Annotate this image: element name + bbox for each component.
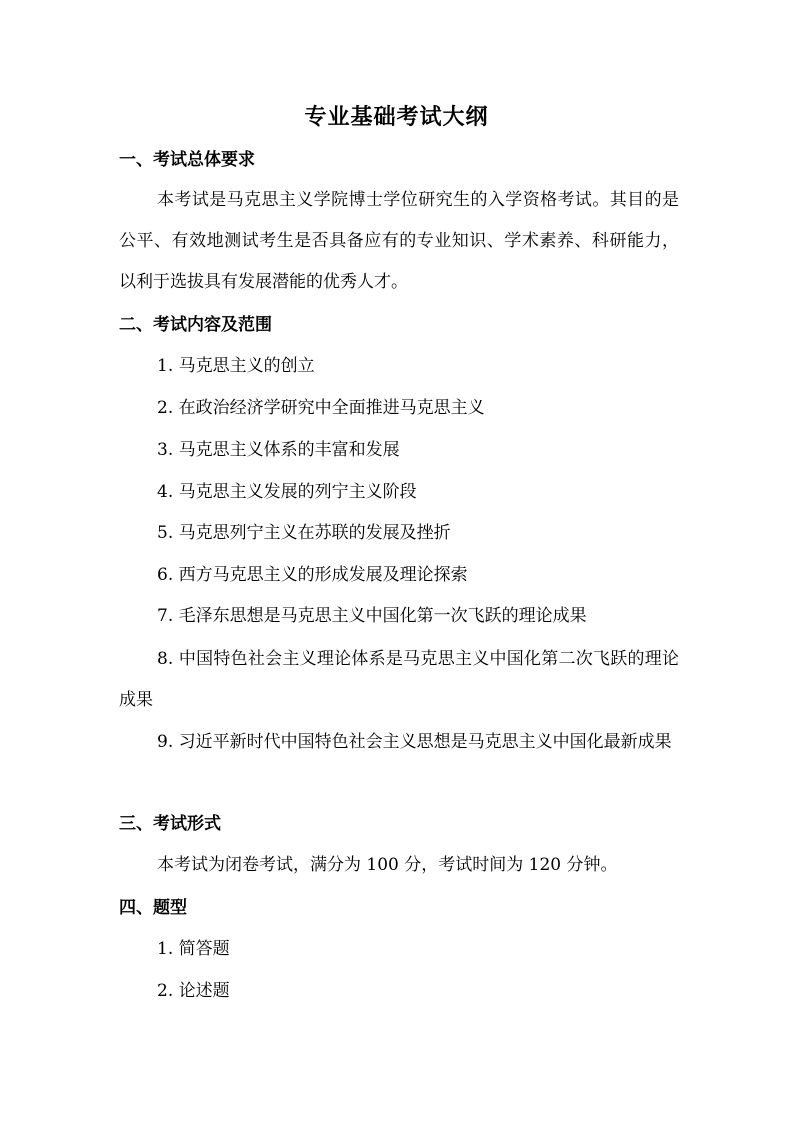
section-heading-format: 三、考试形式: [119, 814, 221, 834]
section-paragraph-format: 本考试为闭卷考试，满分为 100 分，考试时间为 120 分钟。: [157, 855, 618, 875]
document-title: 专业基础考试大纲: [304, 105, 489, 130]
section-paragraph-requirements: 本考试是马克思主义学院博士学位研究生的入学资格考试。其目的是公平、有效地测试考生是否具备应有的专业知识、学术素养、科研能力，以利于选拔具有发展潜能的优秀人才。: [119, 190, 679, 292]
list-item: 9. 习近平新时代中国特色社会主义思想是马克思主义中国化最新成果: [157, 732, 672, 752]
list-item: 2. 在政治经济学研究中全面推进马克思主义: [157, 398, 485, 418]
list-item: 6. 西方马克思主义的形成发展及理论探索: [157, 565, 468, 585]
section-heading-question-types: 四、题型: [119, 898, 187, 918]
list-item: 7. 毛泽东思想是马克思主义中国化第一次飞跃的理论成果: [157, 606, 587, 626]
list-item: 4. 马克思主义发展的列宁主义阶段: [157, 482, 417, 502]
list-item: 3. 马克思主义体系的丰富和发展: [157, 440, 400, 460]
list-item: 5. 马克思列宁主义在苏联的发展及挫折: [157, 523, 451, 543]
list-item: 8. 中国特色社会主义理论体系是马克思主义中国化第二次飞跃的理论成果: [119, 649, 679, 710]
list-item: 2. 论述题: [157, 981, 230, 1001]
section-heading-content: 二、考试内容及范围: [119, 315, 272, 335]
list-item: 1. 简答题: [157, 939, 230, 959]
list-item: 1. 马克思主义的创立: [157, 356, 315, 376]
section-heading-requirements: 一、考试总体要求: [119, 150, 255, 170]
